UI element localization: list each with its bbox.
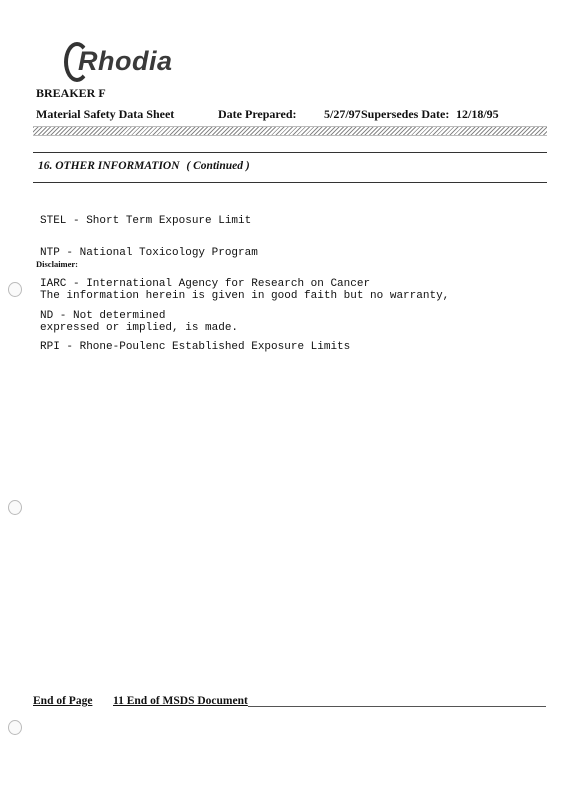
section-heading <box>38 160 250 172</box>
punch-hole-mark <box>8 282 22 297</box>
end-of-document-label: 11 End of MSDS Document <box>113 695 248 707</box>
section-number-title: 16. OTHER INFORMATION <box>38 160 180 172</box>
section-bottom-rule <box>33 182 547 183</box>
abbreviation-item: RPI - Rhone-Poulenc Established Exposure Limits <box>40 341 351 353</box>
disclaimer-line: The information herein is given in good faith but no warranty, <box>40 290 450 302</box>
punch-hole-mark <box>8 500 22 515</box>
end-of-page-label: End of Page <box>33 695 93 707</box>
header-hatch-divider <box>33 126 547 136</box>
product-name: BREAKER F <box>36 86 106 100</box>
section-continued: ( Continued ) <box>186 160 250 172</box>
abbreviation-item: ND - Not determined <box>40 309 166 322</box>
disclaimer-line: expressed or implied, is made. <box>40 322 239 334</box>
date-prepared-label: Date Prepared: <box>218 107 297 121</box>
disclaimer-label: Disclaimer: <box>36 259 79 269</box>
rhodia-logo <box>64 42 174 84</box>
section-top-rule <box>33 152 547 153</box>
logo-wordmark: Rhodia <box>78 46 173 76</box>
document-title: Material Safety Data Sheet <box>36 107 175 121</box>
abbreviation-item: IARC - International Agency for Research on Cancer <box>40 278 371 290</box>
abbreviation-item: NTP - National Toxicology Program <box>40 246 258 259</box>
supersedes-date-label: Supersedes Date: <box>361 107 450 121</box>
date-prepared-value: 5/27/97 <box>324 107 361 121</box>
abbreviation-item: STEL - Short Term Exposure Limit <box>40 215 252 227</box>
punch-hole-mark <box>8 720 22 735</box>
footer-rule <box>248 706 546 707</box>
supersedes-date-value: 12/18/95 <box>456 107 499 121</box>
disclaimer-text <box>40 270 449 345</box>
